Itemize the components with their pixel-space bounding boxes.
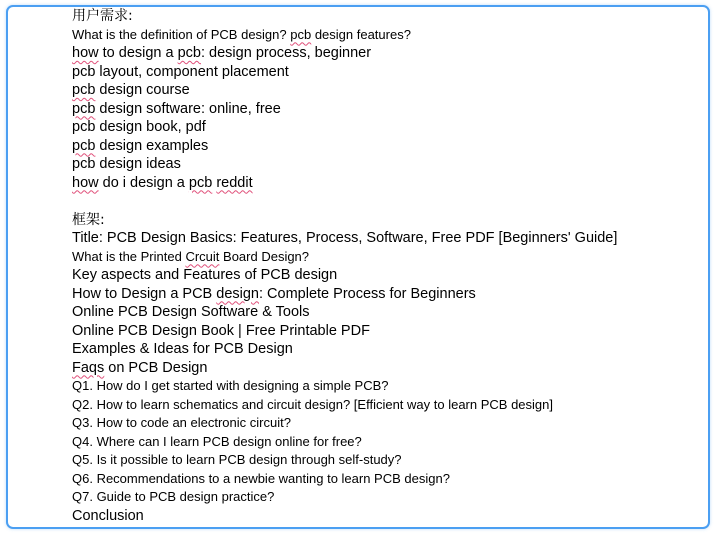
- spellcheck-underline: pcb: [290, 26, 312, 42]
- spellcheck-underline: pcb: [72, 137, 96, 154]
- spellcheck-underline: pcb: [72, 100, 96, 117]
- text-line: pcb design ideas: [72, 156, 181, 172]
- user-needs-heading: 用户需求:: [72, 8, 133, 24]
- text-line: Conclusion: [72, 507, 144, 524]
- text-line: pcb design book, pdf: [72, 119, 206, 135]
- document-body: [72, 7, 702, 525]
- faq-line: Q3. How to code an electronic circuit?: [72, 415, 291, 430]
- blank-line: [72, 192, 702, 211]
- text-line: pcb layout, component placement: [72, 63, 289, 80]
- spellcheck-underline: pcb: [188, 174, 213, 191]
- text-line: pcb design examples: [72, 137, 209, 154]
- text-line: Key aspects and Features of PCB design: [72, 267, 338, 283]
- text-line: how to design a pcb: design process, beginner: [72, 45, 372, 61]
- spellcheck-underline: pcb: [177, 45, 201, 61]
- spellcheck-underline: how: [72, 174, 99, 191]
- faq-line: Q7. Guide to PCB design practice?: [72, 489, 275, 504]
- spellcheck-underline: Faqs: [72, 359, 105, 376]
- spellcheck-underline: pcb: [72, 82, 96, 98]
- faq-line: Q2. How to learn schematics and circuit design? [Efficient way to learn PCB design]: [72, 396, 553, 412]
- text-line: Online PCB Design Book | Free Printable PDF: [72, 322, 370, 339]
- text-line: pcb design software: online, free: [72, 100, 281, 117]
- faq-line: Q6. Recommendations to a newbie wanting to learn PCB design?: [72, 470, 450, 486]
- text-line: What is the Printed Crcuit Board Design?: [72, 248, 310, 264]
- spellcheck-underline: design: [216, 285, 259, 302]
- text-line: Examples & Ideas for PCB Design: [72, 341, 293, 357]
- spellcheck-underline: how: [72, 45, 99, 61]
- text-line: Online PCB Design Software & Tools: [72, 304, 310, 320]
- framework-heading: 框架:: [72, 211, 105, 228]
- faq-line: Q1. How do I get started with designing a simple PCB?: [72, 378, 389, 393]
- spellcheck-underline: Crcuit: [185, 248, 220, 264]
- text-line: pcb design course: [72, 82, 190, 98]
- spellcheck-underline: reddit: [216, 174, 253, 191]
- text-line: Title: PCB Design Basics: Features, Process, Software, Free PDF [Beginners' Guide]: [72, 230, 618, 246]
- text-line: What is the definition of PCB design? pcb design features?: [72, 26, 411, 42]
- faq-line: Q4. Where can I learn PCB design online for free?: [72, 433, 362, 449]
- text-line: Faqs on PCB Design: [72, 359, 208, 376]
- text-line: how do i design a pcb reddit: [72, 174, 253, 191]
- faq-line: Q5. Is it possible to learn PCB design through self-study?: [72, 452, 402, 467]
- text-line: How to Design a PCB design: Complete Process for Beginners: [72, 285, 476, 302]
